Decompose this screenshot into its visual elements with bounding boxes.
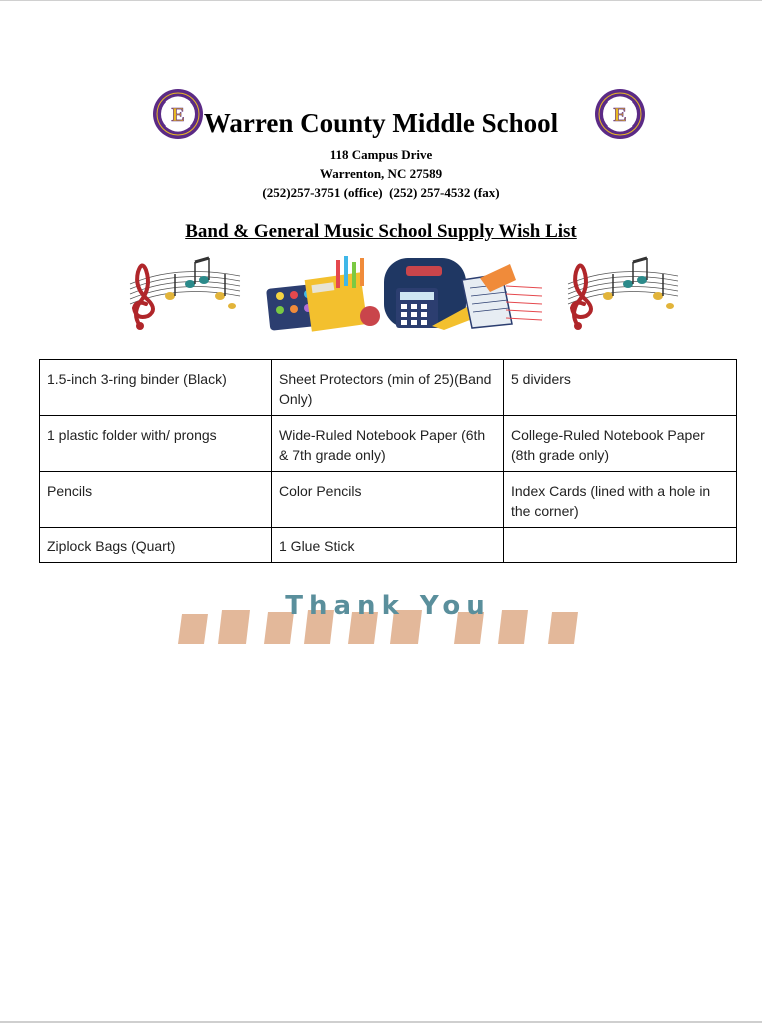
address-line-street: 118 Campus Drive	[329, 147, 433, 162]
table-cell: 1 plastic folder with/ prongs	[40, 416, 272, 472]
table-cell: Color Pencils	[272, 472, 504, 528]
school-name: Warren County Middle School	[203, 108, 559, 138]
supply-list-table	[39, 359, 737, 563]
table-cell: 1 Glue Stick	[272, 528, 504, 563]
table-cell	[504, 528, 737, 563]
table-cell: Wide-Ruled Notebook Paper (6th & 7th grade only)	[272, 416, 504, 472]
thank-you-illustration	[168, 588, 608, 644]
svg-text:Thank You: Thank You	[285, 591, 491, 621]
table-row	[40, 528, 737, 563]
table-row	[40, 416, 737, 472]
table-cell: 5 dividers	[504, 360, 737, 416]
table-cell: College-Ruled Notebook Paper (8th grade only)	[504, 416, 737, 472]
table-cell: 1.5-inch 3-ring binder (Black)	[40, 360, 272, 416]
music-notes-illustration-right	[556, 254, 682, 332]
wish-list-title: Band & General Music School Supply Wish List	[185, 221, 577, 242]
address-line-city: Warrenton, NC 27589	[319, 166, 443, 181]
table-row	[40, 360, 737, 416]
music-notes-illustration-left	[118, 254, 244, 332]
table-cell: Sheet Protectors (min of 25)(Band Only)	[272, 360, 504, 416]
table-cell: Pencils	[40, 472, 272, 528]
phone-fax-line: (252)257-3751 (office) (252) 257-4532 (fax)	[262, 185, 500, 200]
page-top-border	[0, 0, 762, 1]
table-cell: Ziplock Bags (Quart)	[40, 528, 272, 563]
table-row	[40, 472, 737, 528]
school-logo-right	[594, 88, 646, 140]
school-supplies-illustration	[266, 250, 544, 334]
letterhead	[0, 84, 762, 204]
svg-text:E: E	[171, 104, 185, 126]
page-bottom-border	[0, 1021, 762, 1023]
svg-text:E: E	[613, 104, 627, 126]
table-cell: Index Cards (lined with a hole in the corner)	[504, 472, 737, 528]
